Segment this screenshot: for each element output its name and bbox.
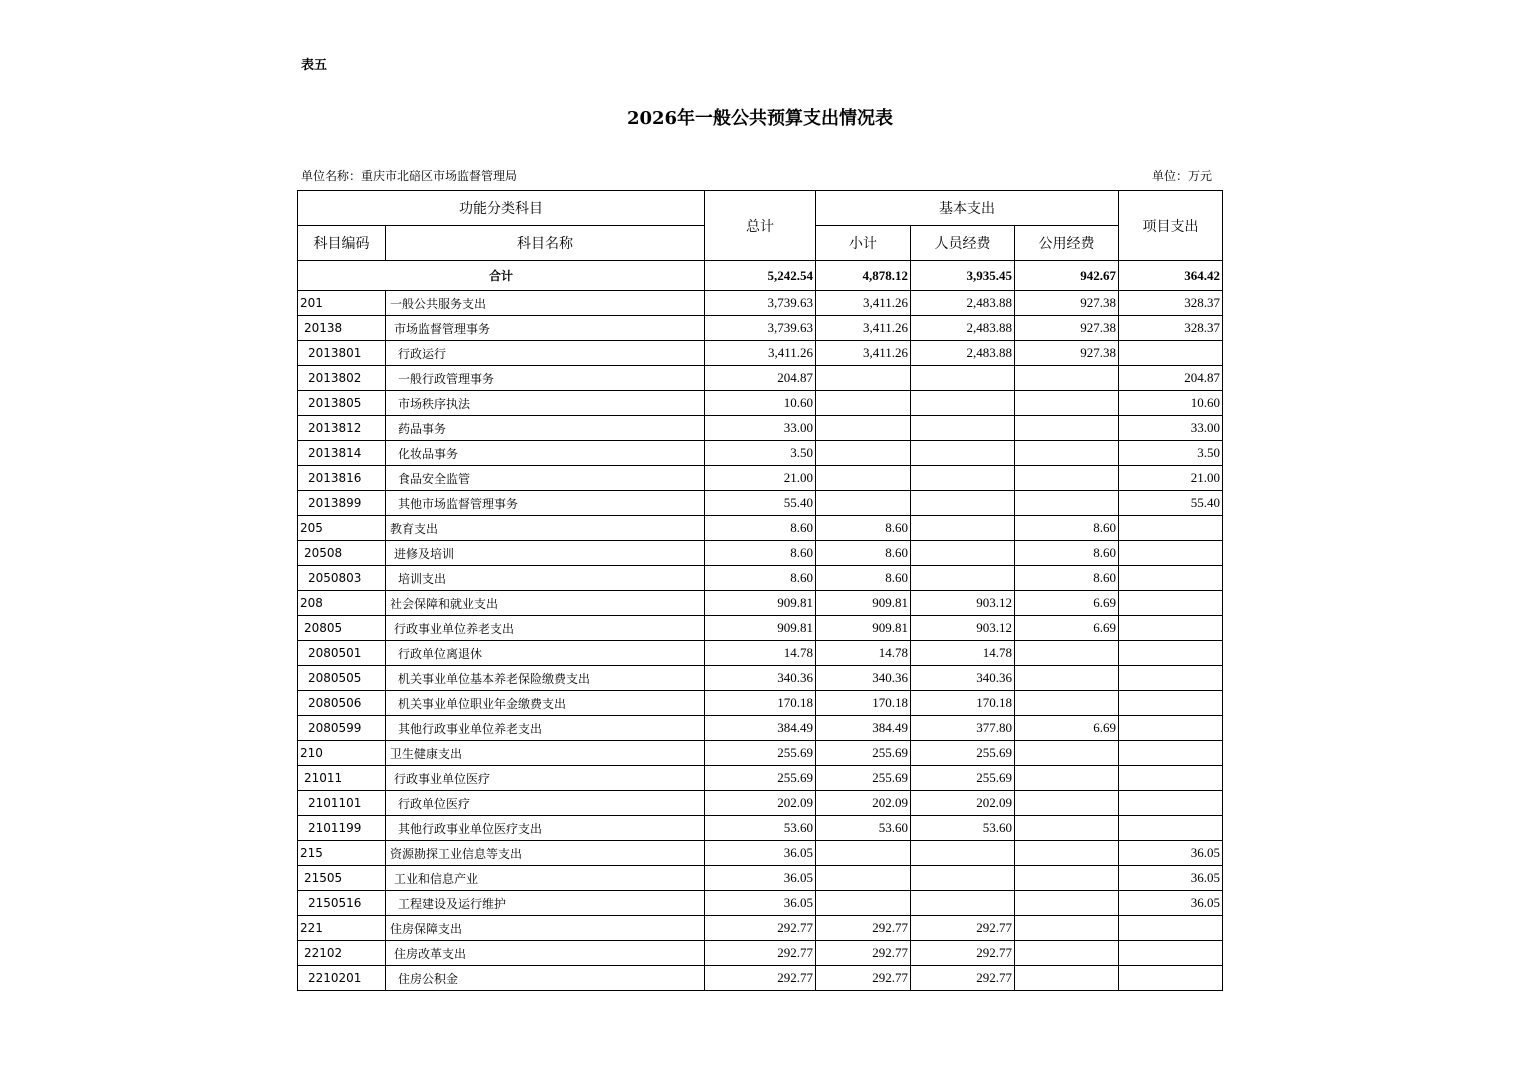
row-name: 一般公共服务支出 xyxy=(386,291,705,316)
row-public: 8.60 xyxy=(1015,516,1119,541)
row-name: 住房公积金 xyxy=(386,966,705,991)
row-code: 2013899 xyxy=(298,491,386,516)
table-row xyxy=(298,841,1223,866)
row-subtotal: 53.60 xyxy=(816,816,911,841)
header-name: 科目名称 xyxy=(386,226,705,261)
row-subtotal xyxy=(816,441,911,466)
row-subtotal: 292.77 xyxy=(816,966,911,991)
unit-name: 单位名称：重庆市北碚区市场监督管理局 xyxy=(301,169,518,183)
row-public xyxy=(1015,841,1119,866)
row-public: 8.60 xyxy=(1015,541,1119,566)
row-subtotal: 14.78 xyxy=(816,641,911,666)
row-personnel xyxy=(911,416,1015,441)
sum-subtotal: 4,878.12 xyxy=(816,261,911,291)
row-code: 215 xyxy=(298,841,386,866)
row-subtotal xyxy=(816,391,911,416)
row-total: 21.00 xyxy=(705,466,816,491)
row-personnel: 903.12 xyxy=(911,616,1015,641)
row-project: 33.00 xyxy=(1119,416,1223,441)
row-personnel xyxy=(911,841,1015,866)
row-total: 36.05 xyxy=(705,866,816,891)
row-name: 机关事业单位职业年金缴费支出 xyxy=(386,691,705,716)
sum-public: 942.67 xyxy=(1015,261,1119,291)
row-code: 20805 xyxy=(298,616,386,641)
row-project xyxy=(1119,941,1223,966)
header-code: 科目编码 xyxy=(298,226,386,261)
table-row xyxy=(298,391,1223,416)
row-project: 36.05 xyxy=(1119,891,1223,916)
row-personnel: 292.77 xyxy=(911,941,1015,966)
row-personnel: 202.09 xyxy=(911,791,1015,816)
row-name: 住房保障支出 xyxy=(386,916,705,941)
row-code: 2013814 xyxy=(298,441,386,466)
row-personnel: 292.77 xyxy=(911,916,1015,941)
row-name: 行政运行 xyxy=(386,341,705,366)
row-name: 其他行政事业单位养老支出 xyxy=(386,716,705,741)
row-subtotal: 292.77 xyxy=(816,941,911,966)
row-subtotal: 255.69 xyxy=(816,741,911,766)
row-name: 药品事务 xyxy=(386,416,705,441)
row-personnel xyxy=(911,541,1015,566)
row-total: 3,411.26 xyxy=(705,341,816,366)
row-name: 其他市场监督管理事务 xyxy=(386,491,705,516)
row-project: 10.60 xyxy=(1119,391,1223,416)
row-public xyxy=(1015,691,1119,716)
row-code: 2101101 xyxy=(298,791,386,816)
sum-project: 364.42 xyxy=(1119,261,1223,291)
row-project: 328.37 xyxy=(1119,316,1223,341)
row-personnel: 903.12 xyxy=(911,591,1015,616)
row-name: 卫生健康支出 xyxy=(386,741,705,766)
header-total: 总计 xyxy=(705,191,816,261)
header-func-category: 功能分类科目 xyxy=(298,191,705,226)
row-public xyxy=(1015,941,1119,966)
row-personnel xyxy=(911,391,1015,416)
row-public: 927.38 xyxy=(1015,291,1119,316)
row-project: 36.05 xyxy=(1119,866,1223,891)
header-public: 公用经费 xyxy=(1015,226,1119,261)
row-personnel xyxy=(911,491,1015,516)
row-total: 14.78 xyxy=(705,641,816,666)
row-total: 204.87 xyxy=(705,366,816,391)
row-personnel xyxy=(911,891,1015,916)
table-row xyxy=(298,966,1223,991)
row-subtotal: 8.60 xyxy=(816,566,911,591)
row-name: 培训支出 xyxy=(386,566,705,591)
row-project: 3.50 xyxy=(1119,441,1223,466)
table-row xyxy=(298,416,1223,441)
row-total: 909.81 xyxy=(705,591,816,616)
row-subtotal xyxy=(816,366,911,391)
header-basic: 基本支出 xyxy=(816,191,1119,226)
row-code: 22102 xyxy=(298,941,386,966)
row-total: 3,739.63 xyxy=(705,316,816,341)
row-personnel: 2,483.88 xyxy=(911,291,1015,316)
row-project xyxy=(1119,541,1223,566)
table-row xyxy=(298,641,1223,666)
page-title: 2026年一般公共预算支出情况表 xyxy=(626,108,894,129)
row-public: 927.38 xyxy=(1015,341,1119,366)
row-public xyxy=(1015,366,1119,391)
table-row xyxy=(298,741,1223,766)
table-row xyxy=(298,941,1223,966)
row-name: 机关事业单位基本养老保险缴费支出 xyxy=(386,666,705,691)
row-code: 2013812 xyxy=(298,416,386,441)
header-personnel: 人员经费 xyxy=(911,226,1015,261)
row-name: 工业和信息产业 xyxy=(386,866,705,891)
row-code: 21011 xyxy=(298,766,386,791)
row-total: 292.77 xyxy=(705,916,816,941)
row-project xyxy=(1119,966,1223,991)
row-personnel xyxy=(911,441,1015,466)
row-public xyxy=(1015,641,1119,666)
row-personnel: 14.78 xyxy=(911,641,1015,666)
row-name: 一般行政管理事务 xyxy=(386,366,705,391)
table-row xyxy=(298,566,1223,591)
row-name: 住房改革支出 xyxy=(386,941,705,966)
row-public xyxy=(1015,891,1119,916)
table-row xyxy=(298,541,1223,566)
row-total: 255.69 xyxy=(705,741,816,766)
row-personnel: 340.36 xyxy=(911,666,1015,691)
row-name: 工程建设及运行维护 xyxy=(386,891,705,916)
header-project: 项目支出 xyxy=(1119,191,1223,261)
row-name: 行政事业单位养老支出 xyxy=(386,616,705,641)
row-public xyxy=(1015,866,1119,891)
row-public: 927.38 xyxy=(1015,316,1119,341)
row-code: 221 xyxy=(298,916,386,941)
row-project: 204.87 xyxy=(1119,366,1223,391)
table-row xyxy=(298,916,1223,941)
row-total: 3,739.63 xyxy=(705,291,816,316)
row-total: 8.60 xyxy=(705,516,816,541)
row-project: 55.40 xyxy=(1119,491,1223,516)
row-project: 21.00 xyxy=(1119,466,1223,491)
row-project xyxy=(1119,666,1223,691)
row-personnel xyxy=(911,366,1015,391)
row-code: 2080505 xyxy=(298,666,386,691)
row-total: 8.60 xyxy=(705,541,816,566)
row-total: 340.36 xyxy=(705,666,816,691)
row-total: 170.18 xyxy=(705,691,816,716)
row-total: 10.60 xyxy=(705,391,816,416)
row-name: 化妆品事务 xyxy=(386,441,705,466)
row-personnel xyxy=(911,866,1015,891)
row-public xyxy=(1015,491,1119,516)
sum-total: 5,242.54 xyxy=(705,261,816,291)
row-project xyxy=(1119,741,1223,766)
row-name: 进修及培训 xyxy=(386,541,705,566)
row-subtotal xyxy=(816,491,911,516)
row-public xyxy=(1015,441,1119,466)
table-row xyxy=(298,466,1223,491)
row-personnel: 255.69 xyxy=(911,741,1015,766)
table-row xyxy=(298,766,1223,791)
row-code: 2013816 xyxy=(298,466,386,491)
row-name: 行政单位离退休 xyxy=(386,641,705,666)
row-total: 53.60 xyxy=(705,816,816,841)
row-public xyxy=(1015,666,1119,691)
row-total: 255.69 xyxy=(705,766,816,791)
row-public xyxy=(1015,466,1119,491)
row-code: 2150516 xyxy=(298,891,386,916)
table-row xyxy=(298,716,1223,741)
table-row xyxy=(298,516,1223,541)
row-code: 2210201 xyxy=(298,966,386,991)
table-row xyxy=(298,666,1223,691)
row-subtotal: 3,411.26 xyxy=(816,291,911,316)
row-code: 20508 xyxy=(298,541,386,566)
table-row xyxy=(298,691,1223,716)
row-public: 6.69 xyxy=(1015,616,1119,641)
row-subtotal: 384.49 xyxy=(816,716,911,741)
row-subtotal: 292.77 xyxy=(816,916,911,941)
row-project xyxy=(1119,516,1223,541)
row-total: 33.00 xyxy=(705,416,816,441)
row-public xyxy=(1015,791,1119,816)
table-row xyxy=(298,616,1223,641)
row-subtotal xyxy=(816,866,911,891)
row-public: 6.69 xyxy=(1015,716,1119,741)
table-row xyxy=(298,441,1223,466)
row-personnel: 170.18 xyxy=(911,691,1015,716)
row-total: 36.05 xyxy=(705,891,816,916)
table-row xyxy=(298,591,1223,616)
row-code: 2101199 xyxy=(298,816,386,841)
row-project xyxy=(1119,816,1223,841)
row-total: 909.81 xyxy=(705,616,816,641)
row-personnel xyxy=(911,566,1015,591)
row-code: 208 xyxy=(298,591,386,616)
row-personnel: 2,483.88 xyxy=(911,341,1015,366)
row-name: 市场秩序执法 xyxy=(386,391,705,416)
row-name: 市场监督管理事务 xyxy=(386,316,705,341)
row-code: 2080599 xyxy=(298,716,386,741)
row-public: 6.69 xyxy=(1015,591,1119,616)
row-name: 其他行政事业单位医疗支出 xyxy=(386,816,705,841)
row-subtotal: 8.60 xyxy=(816,516,911,541)
sum-personnel: 3,935.45 xyxy=(911,261,1015,291)
row-subtotal: 202.09 xyxy=(816,791,911,816)
row-name: 食品安全监管 xyxy=(386,466,705,491)
row-code: 2050803 xyxy=(298,566,386,591)
row-project: 328.37 xyxy=(1119,291,1223,316)
row-subtotal: 909.81 xyxy=(816,616,911,641)
row-total: 384.49 xyxy=(705,716,816,741)
row-total: 55.40 xyxy=(705,491,816,516)
row-public: 8.60 xyxy=(1015,566,1119,591)
row-name: 行政单位医疗 xyxy=(386,791,705,816)
row-personnel: 53.60 xyxy=(911,816,1015,841)
row-public xyxy=(1015,966,1119,991)
row-code: 2013805 xyxy=(298,391,386,416)
sum-label: 合计 xyxy=(298,261,705,291)
sum-row xyxy=(298,261,1223,291)
row-personnel: 377.80 xyxy=(911,716,1015,741)
row-name: 资源勘探工业信息等支出 xyxy=(386,841,705,866)
row-subtotal: 8.60 xyxy=(816,541,911,566)
row-code: 2013802 xyxy=(298,366,386,391)
header-subtotal: 小计 xyxy=(816,226,911,261)
row-name: 行政事业单位医疗 xyxy=(386,766,705,791)
row-subtotal: 340.36 xyxy=(816,666,911,691)
row-project xyxy=(1119,591,1223,616)
row-personnel xyxy=(911,466,1015,491)
row-project xyxy=(1119,716,1223,741)
row-project xyxy=(1119,916,1223,941)
table-row xyxy=(298,316,1223,341)
row-subtotal: 909.81 xyxy=(816,591,911,616)
row-code: 201 xyxy=(298,291,386,316)
row-subtotal: 170.18 xyxy=(816,691,911,716)
row-personnel: 255.69 xyxy=(911,766,1015,791)
budget-table xyxy=(297,190,1223,991)
row-subtotal xyxy=(816,466,911,491)
table-row xyxy=(298,866,1223,891)
row-code: 2013801 xyxy=(298,341,386,366)
table-row xyxy=(298,291,1223,316)
row-subtotal: 255.69 xyxy=(816,766,911,791)
row-public xyxy=(1015,816,1119,841)
row-project xyxy=(1119,616,1223,641)
row-project xyxy=(1119,641,1223,666)
row-name: 社会保障和就业支出 xyxy=(386,591,705,616)
row-project: 36.05 xyxy=(1119,841,1223,866)
row-code: 20138 xyxy=(298,316,386,341)
row-personnel: 2,483.88 xyxy=(911,316,1015,341)
row-subtotal: 3,411.26 xyxy=(816,316,911,341)
table-row xyxy=(298,791,1223,816)
row-subtotal xyxy=(816,841,911,866)
row-public xyxy=(1015,766,1119,791)
row-subtotal xyxy=(816,891,911,916)
row-code: 21505 xyxy=(298,866,386,891)
row-project xyxy=(1119,766,1223,791)
row-public xyxy=(1015,391,1119,416)
row-total: 202.09 xyxy=(705,791,816,816)
row-total: 3.50 xyxy=(705,441,816,466)
row-code: 2080506 xyxy=(298,691,386,716)
row-project xyxy=(1119,791,1223,816)
row-subtotal xyxy=(816,416,911,441)
table-row xyxy=(298,816,1223,841)
row-code: 205 xyxy=(298,516,386,541)
table-row xyxy=(298,491,1223,516)
row-personnel xyxy=(911,516,1015,541)
row-total: 292.77 xyxy=(705,941,816,966)
row-name: 教育支出 xyxy=(386,516,705,541)
table-row xyxy=(298,341,1223,366)
row-total: 36.05 xyxy=(705,841,816,866)
table-row xyxy=(298,366,1223,391)
row-project xyxy=(1119,341,1223,366)
row-subtotal: 3,411.26 xyxy=(816,341,911,366)
table-label: 表五 xyxy=(301,58,328,73)
unit-label: 单位：万元 xyxy=(1152,169,1213,183)
row-project xyxy=(1119,566,1223,591)
row-total: 8.60 xyxy=(705,566,816,591)
row-personnel: 292.77 xyxy=(911,966,1015,991)
row-public xyxy=(1015,416,1119,441)
table-row xyxy=(298,891,1223,916)
row-code: 2080501 xyxy=(298,641,386,666)
row-total: 292.77 xyxy=(705,966,816,991)
row-project xyxy=(1119,691,1223,716)
row-public xyxy=(1015,741,1119,766)
row-code: 210 xyxy=(298,741,386,766)
row-public xyxy=(1015,916,1119,941)
